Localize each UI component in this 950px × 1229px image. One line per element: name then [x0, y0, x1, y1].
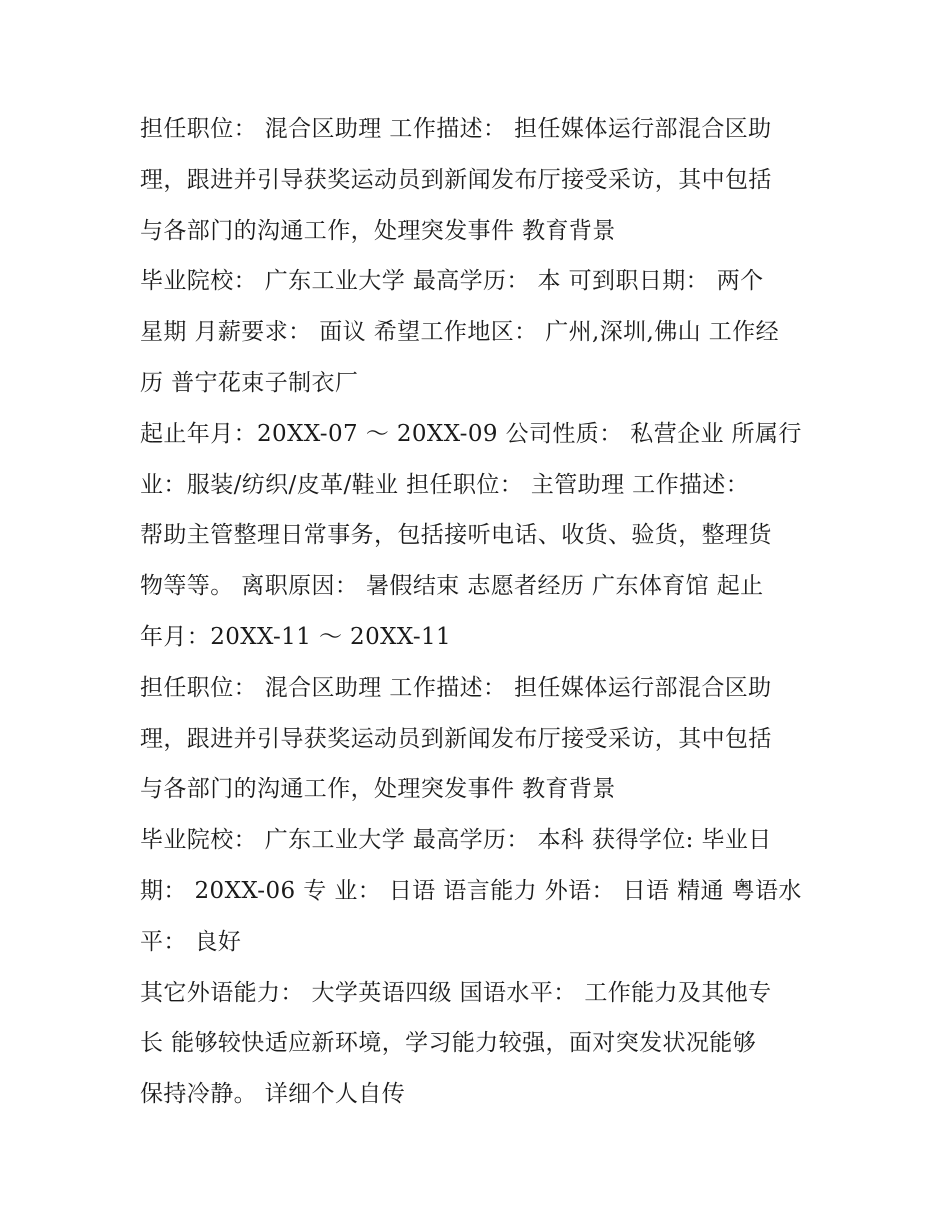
text-line: 业：服装/纺织/皮革/鞋业 担任职位： 主管助理 工作描述： — [140, 471, 750, 498]
text-line: 担任职位： 混合区助理 工作描述： 担任媒体运行部混合区助 — [140, 674, 772, 701]
text-line: 理，跟进并引导获奖运动员到新闻发布厅接受采访，其中包括 — [140, 166, 772, 193]
text-line: 毕业院校： 广东工业大学 最高学历： 本 可到职日期： 两个 — [140, 268, 764, 295]
text-line: 期： 20XX-06 专 业： 日语 语言能力 外语： 日语 精通 粤语水 — [140, 877, 802, 904]
document-body — [140, 104, 820, 1120]
text-line: 其它外语能力： 大学英语四级 国语水平： 工作能力及其他专 — [140, 979, 772, 1006]
text-line: 帮助主管整理日常事务，包括接听电话、收货、验货，整理货 — [140, 522, 772, 549]
text-line: 星期 月薪要求： 面议 希望工作地区： 广州,深圳,佛山 工作经 — [140, 319, 779, 346]
text-line: 平： 良好 — [140, 928, 242, 955]
text-line: 保持冷静。 详细个人自传 — [140, 1081, 406, 1108]
text-line: 物等等。 离职原因： 暑假结束 志愿者经历 广东体育馆 起止 — [140, 573, 764, 600]
text-line: 历 普宁花束子制衣厂 — [140, 369, 359, 396]
text-line: 毕业院校： 广东工业大学 最高学历： 本科 获得学位: 毕业日 — [140, 827, 772, 854]
text-line: 年月：20XX-11 ～ 20XX-11 — [140, 623, 452, 650]
text-line: 与各部门的沟通工作，处理突发事件 教育背景 — [140, 776, 616, 803]
text-line: 与各部门的沟通工作，处理突发事件 教育背景 — [140, 217, 616, 244]
text-line: 起止年月：20XX-07 ～ 20XX-09 公司性质： 私营企业 所属行 — [140, 420, 802, 447]
text-line: 担任职位： 混合区助理 工作描述： 担任媒体运行部混合区助 — [140, 116, 772, 142]
text-line: 长 能够较快适应新环境，学习能力较强，面对突发状况能够 — [140, 1030, 757, 1057]
text-line: 理，跟进并引导获奖运动员到新闻发布厅接受采访，其中包括 — [140, 725, 772, 752]
